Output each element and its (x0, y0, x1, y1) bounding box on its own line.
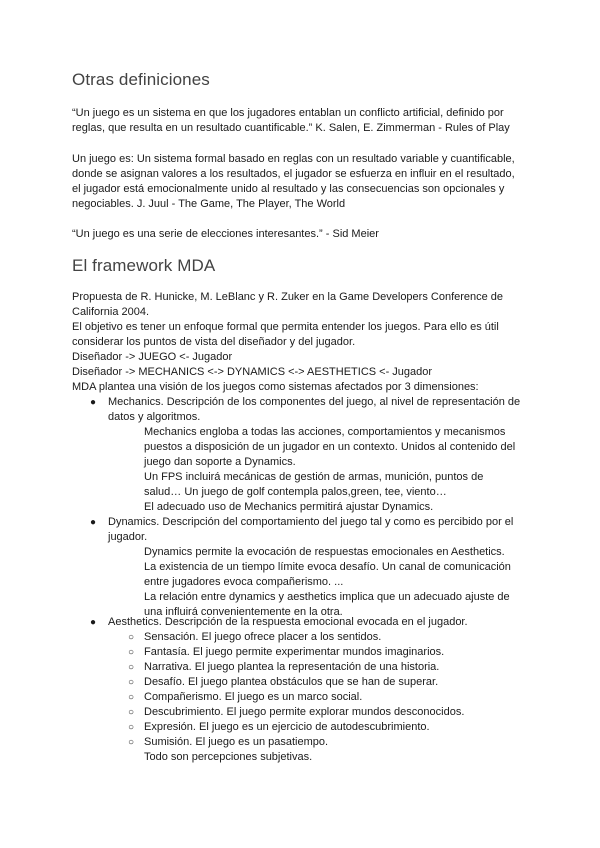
quote-juul: Un juego es: Un sistema formal basado en reglas con un resultado variable y cuantificable, donde se asignan valores a los resultados, el jugador se esfuerza en influir en el resultado, el jugador está emocionalmente unido al resultado y las consecuencias son opcionales y negociables. J. Juul - The Game, The Player, The World (72, 153, 515, 210)
bullet-marker: ● (90, 397, 97, 408)
mechanics-detail-2: Un FPS incluirá mecánicas de gestión de armas, munición, puntos de salud… Un juego de golf contempla palos,green, tee, viento… (144, 471, 484, 498)
sub-bullet-marker: ○ (128, 737, 135, 748)
mda-intro-proposal: Propuesta de R. Hunicke, M. LeBlanc y R. Zuker en la Game Developers Conference de California 2004. (72, 291, 504, 318)
mechanics-detail-1: Mechanics engloba a todas las acciones, comportamientos y mecanismos puestos a disposición de un jugador en un contexto. Unidos al contenido del juego dan soporte a Dynamics. (144, 426, 516, 468)
sub-bullet-marker: ○ (128, 722, 135, 733)
aesthetic-sensacion: Sensación. El juego ofrece placer a los sentidos. (144, 631, 382, 643)
quote-salen-zimmerman: “Un juego es un sistema en que los jugadores entablan un conflicto artificial, definido por reglas, que resulta en un resultado cuantificable.” K. Salen, E. Zimmerman - Rules of Play (72, 107, 510, 134)
mda-intro-objective: El objetivo es tener un enfoque formal que permita entender los juegos. Para ello es útil considerar los puntos de vista del diseñador y del jugador. (72, 321, 499, 348)
bullet-mechanics: Mechanics. Descripción de los componentes del juego, al nivel de representación de datos y algoritmos. (108, 396, 521, 423)
heading-framework-mda: El framework MDA (72, 256, 216, 275)
aesthetic-fantasia: Fantasía. El juego permite experimentar mundos imaginarios. (144, 646, 445, 658)
bullet-marker: ● (90, 517, 97, 528)
quote-sid-meier: “Un juego es una serie de elecciones interesantes.” - Sid Meier (72, 228, 379, 240)
mechanics-detail-3: El adecuado uso de Mechanics permitirá ajustar Dynamics. (144, 501, 434, 513)
aesthetic-desafio: Desafío. El juego plantea obstáculos que se han de superar. (144, 676, 439, 688)
mda-designer-game-player: Diseñador -> JUEGO <- Jugador (72, 351, 233, 363)
mda-dimensions-intro: MDA plantea una visión de los juegos como sistemas afectados por 3 dimensiones: (72, 381, 479, 393)
aesthetic-companerismo: Compañerismo. El juego es un marco social. (144, 691, 363, 703)
sub-bullet-marker: ○ (128, 692, 135, 703)
aesthetics-note: Todo son percepciones subjetivas. (144, 751, 313, 763)
aesthetic-expresion: Expresión. El juego es un ejercicio de autodescubrimiento. (144, 721, 430, 733)
aesthetic-narrativa: Narrativa. El juego plantea la representación de una historia. (144, 661, 440, 673)
heading-otras-definiciones: Otras definiciones (72, 70, 210, 89)
dynamics-detail-2: La existencia de un tiempo límite evoca desafío. Un canal de comunicación entre jugadores evoca compañerismo. ... (144, 561, 511, 588)
bullet-dynamics: Dynamics. Descripción del comportamiento del juego tal y como es percibido por el jugador. (108, 516, 514, 543)
aesthetic-sumision: Sumisión. El juego es un pasatiempo. (144, 736, 329, 748)
sub-bullet-marker: ○ (128, 632, 135, 643)
sub-bullet-marker: ○ (128, 707, 135, 718)
bullet-marker: ● (90, 617, 97, 628)
sub-bullet-marker: ○ (128, 662, 135, 673)
aesthetic-descubrimiento: Descubrimiento. El juego permite explorar mundos desconocidos. (144, 706, 465, 718)
dynamics-detail-1: Dynamics permite la evocación de respuestas emocionales en Aesthetics. (144, 546, 505, 558)
dynamics-detail-3: La relación entre dynamics y aesthetics implica que un adecuado ajuste de una influirá convenientemente en la otra. (144, 591, 510, 618)
mda-designer-mda-player: Diseñador -> MECHANICS <-> DYNAMICS <-> AESTHETICS <- Jugador (72, 366, 433, 378)
bullet-aesthetics: Aesthetics. Descripción de la respuesta emocional evocada en el jugador. (108, 616, 468, 628)
sub-bullet-marker: ○ (128, 647, 135, 658)
sub-bullet-marker: ○ (128, 677, 135, 688)
